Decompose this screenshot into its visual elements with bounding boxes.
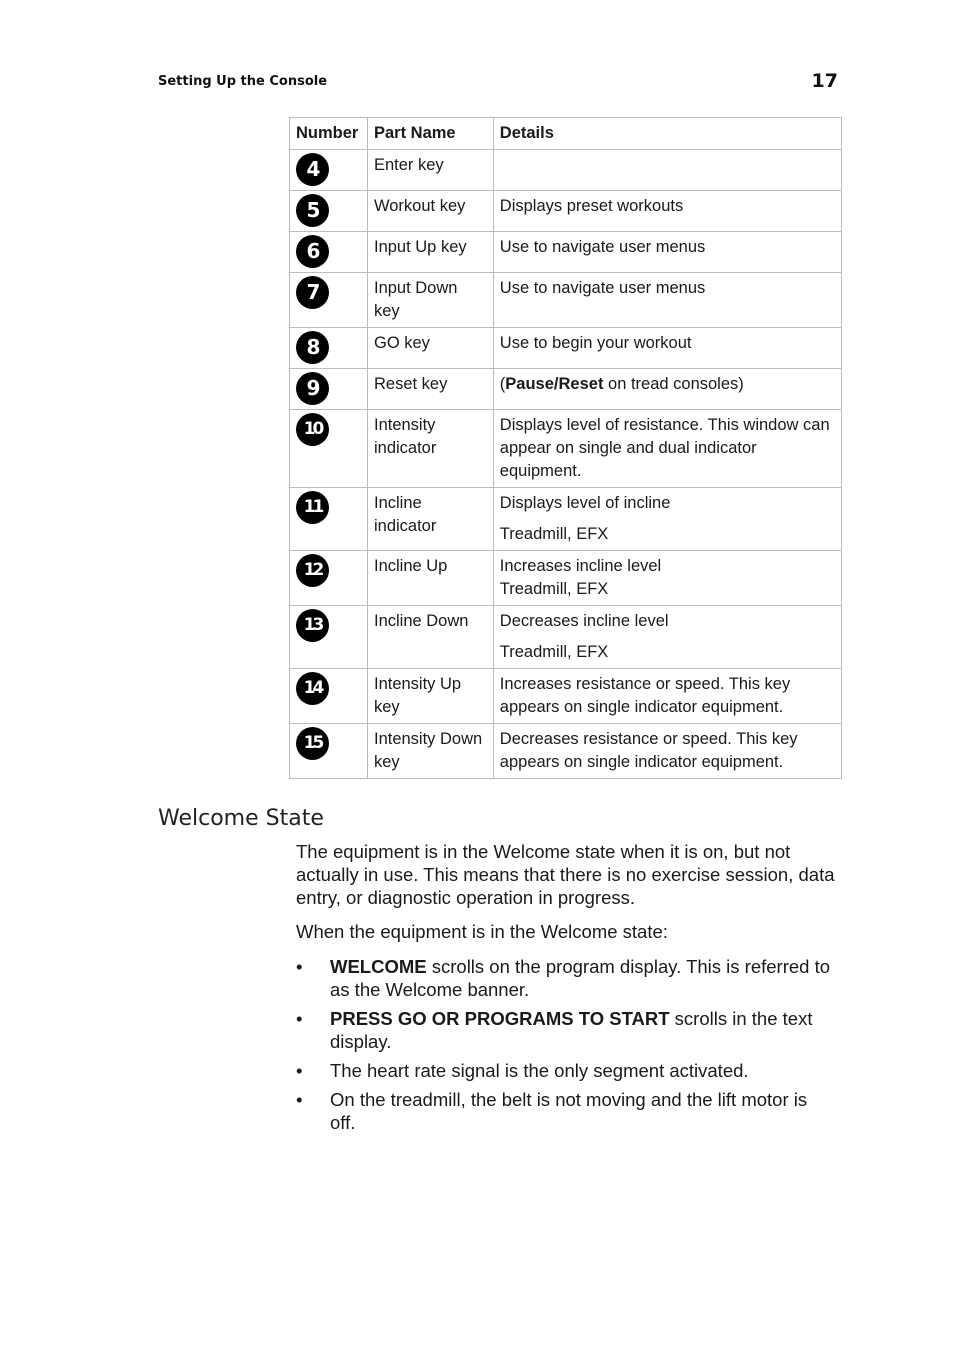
- number-badge-icon: 11: [296, 491, 329, 524]
- list-item: • PRESS GO OR PROGRAMS TO START scrolls in the text display.: [296, 1008, 813, 1052]
- column-header-number: Number: [290, 118, 368, 150]
- details-cell: [493, 150, 841, 191]
- table-row: [290, 328, 842, 369]
- table-row: [290, 488, 842, 551]
- details-cell: Use to begin your workout: [493, 328, 841, 369]
- table-row: [290, 551, 842, 606]
- number-badge-icon: 7: [296, 276, 329, 309]
- number-badge-icon: 4: [296, 153, 329, 186]
- number-badge-icon: 13: [296, 609, 329, 642]
- number-cell: [290, 191, 368, 232]
- column-header-part-name: Part Name: [367, 118, 493, 150]
- number-cell: [290, 410, 368, 488]
- table-row: [290, 724, 842, 779]
- bullet-icon: •: [296, 1060, 303, 1081]
- part-name-cell: Intensity Up key: [367, 669, 493, 724]
- number-cell: [290, 606, 368, 669]
- details-cell: Displays preset workouts: [493, 191, 841, 232]
- details-cell: Use to navigate user menus: [493, 232, 841, 273]
- paragraph: The equipment is in the Welcome state when it is on, but not actually in use. This means that there is no exercise session, data entry, or diagnostic operation in progress.: [296, 841, 835, 908]
- part-name-cell: Input Down key: [367, 273, 493, 328]
- list-item: • The heart rate signal is the only segment activated.: [296, 1060, 749, 1081]
- details-cell: (Pause/Reset on tread consoles): [493, 369, 841, 410]
- table-row: [290, 369, 842, 410]
- paragraph: When the equipment is in the Welcome state:: [296, 921, 668, 942]
- column-header-details: Details: [493, 118, 841, 150]
- parts-table: [289, 117, 842, 779]
- table-row: [290, 232, 842, 273]
- number-cell: [290, 369, 368, 410]
- number-badge-icon: 10: [296, 413, 329, 446]
- welcome-state-list: [296, 955, 836, 1140]
- bullet-icon: •: [296, 1089, 303, 1110]
- part-name-cell: Incline Up: [367, 551, 493, 606]
- table-row: [290, 150, 842, 191]
- number-cell: [290, 273, 368, 328]
- table-row: [290, 191, 842, 232]
- table-header-row: [290, 118, 842, 150]
- number-cell: [290, 328, 368, 369]
- details-cell: Decreases resistance or speed. This key appears on single indicator equipment.: [493, 724, 841, 779]
- part-name-cell: Incline indicator: [367, 488, 493, 551]
- part-name-cell: Incline Down: [367, 606, 493, 669]
- number-badge-icon: 5: [296, 194, 329, 227]
- part-name-cell: Input Up key: [367, 232, 493, 273]
- number-cell: [290, 669, 368, 724]
- number-badge-icon: 8: [296, 331, 329, 364]
- details-cell: Displays level of incline Treadmill, EFX: [493, 488, 841, 551]
- number-cell: [290, 724, 368, 779]
- details-cell: Increases incline level Treadmill, EFX: [493, 551, 841, 606]
- number-badge-icon: 12: [296, 554, 329, 587]
- part-name-cell: Workout key: [367, 191, 493, 232]
- number-cell: [290, 232, 368, 273]
- table-row: [290, 606, 842, 669]
- running-head: Setting Up the Console: [158, 74, 328, 89]
- pause-reset-label: Pause/Reset: [505, 375, 604, 393]
- list-item: • WELCOME scrolls on the program display. This is referred to as the Welcome banner.: [296, 956, 831, 1000]
- bullet-icon: •: [296, 956, 303, 977]
- number-cell: [290, 488, 368, 551]
- list-item: • On the treadmill, the belt is not moving and the lift motor is off.: [296, 1089, 808, 1133]
- part-name-cell: GO key: [367, 328, 493, 369]
- page-number: 17: [811, 70, 838, 92]
- number-badge-icon: 6: [296, 235, 329, 268]
- details-cell: Use to navigate user menus: [493, 273, 841, 328]
- details-cell: Decreases incline level Treadmill, EFX: [493, 606, 841, 669]
- number-badge-icon: 15: [296, 727, 329, 760]
- number-cell: [290, 150, 368, 191]
- number-cell: [290, 551, 368, 606]
- part-name-cell: Reset key: [367, 369, 493, 410]
- details-cell: Increases resistance or speed. This key appears on single indicator equipment.: [493, 669, 841, 724]
- part-name-cell: Enter key: [367, 150, 493, 191]
- details-cell: Displays level of resistance. This window can appear on single and dual indicator equipment.: [493, 410, 841, 488]
- table-row: [290, 273, 842, 328]
- table-row: [290, 410, 842, 488]
- number-badge-icon: 9: [296, 372, 329, 405]
- part-name-cell: Intensity indicator: [367, 410, 493, 488]
- table-row: [290, 669, 842, 724]
- number-badge-icon: 14: [296, 672, 329, 705]
- bullet-icon: •: [296, 1008, 303, 1029]
- part-name-cell: Intensity Down key: [367, 724, 493, 779]
- section-heading: Welcome State: [158, 806, 324, 831]
